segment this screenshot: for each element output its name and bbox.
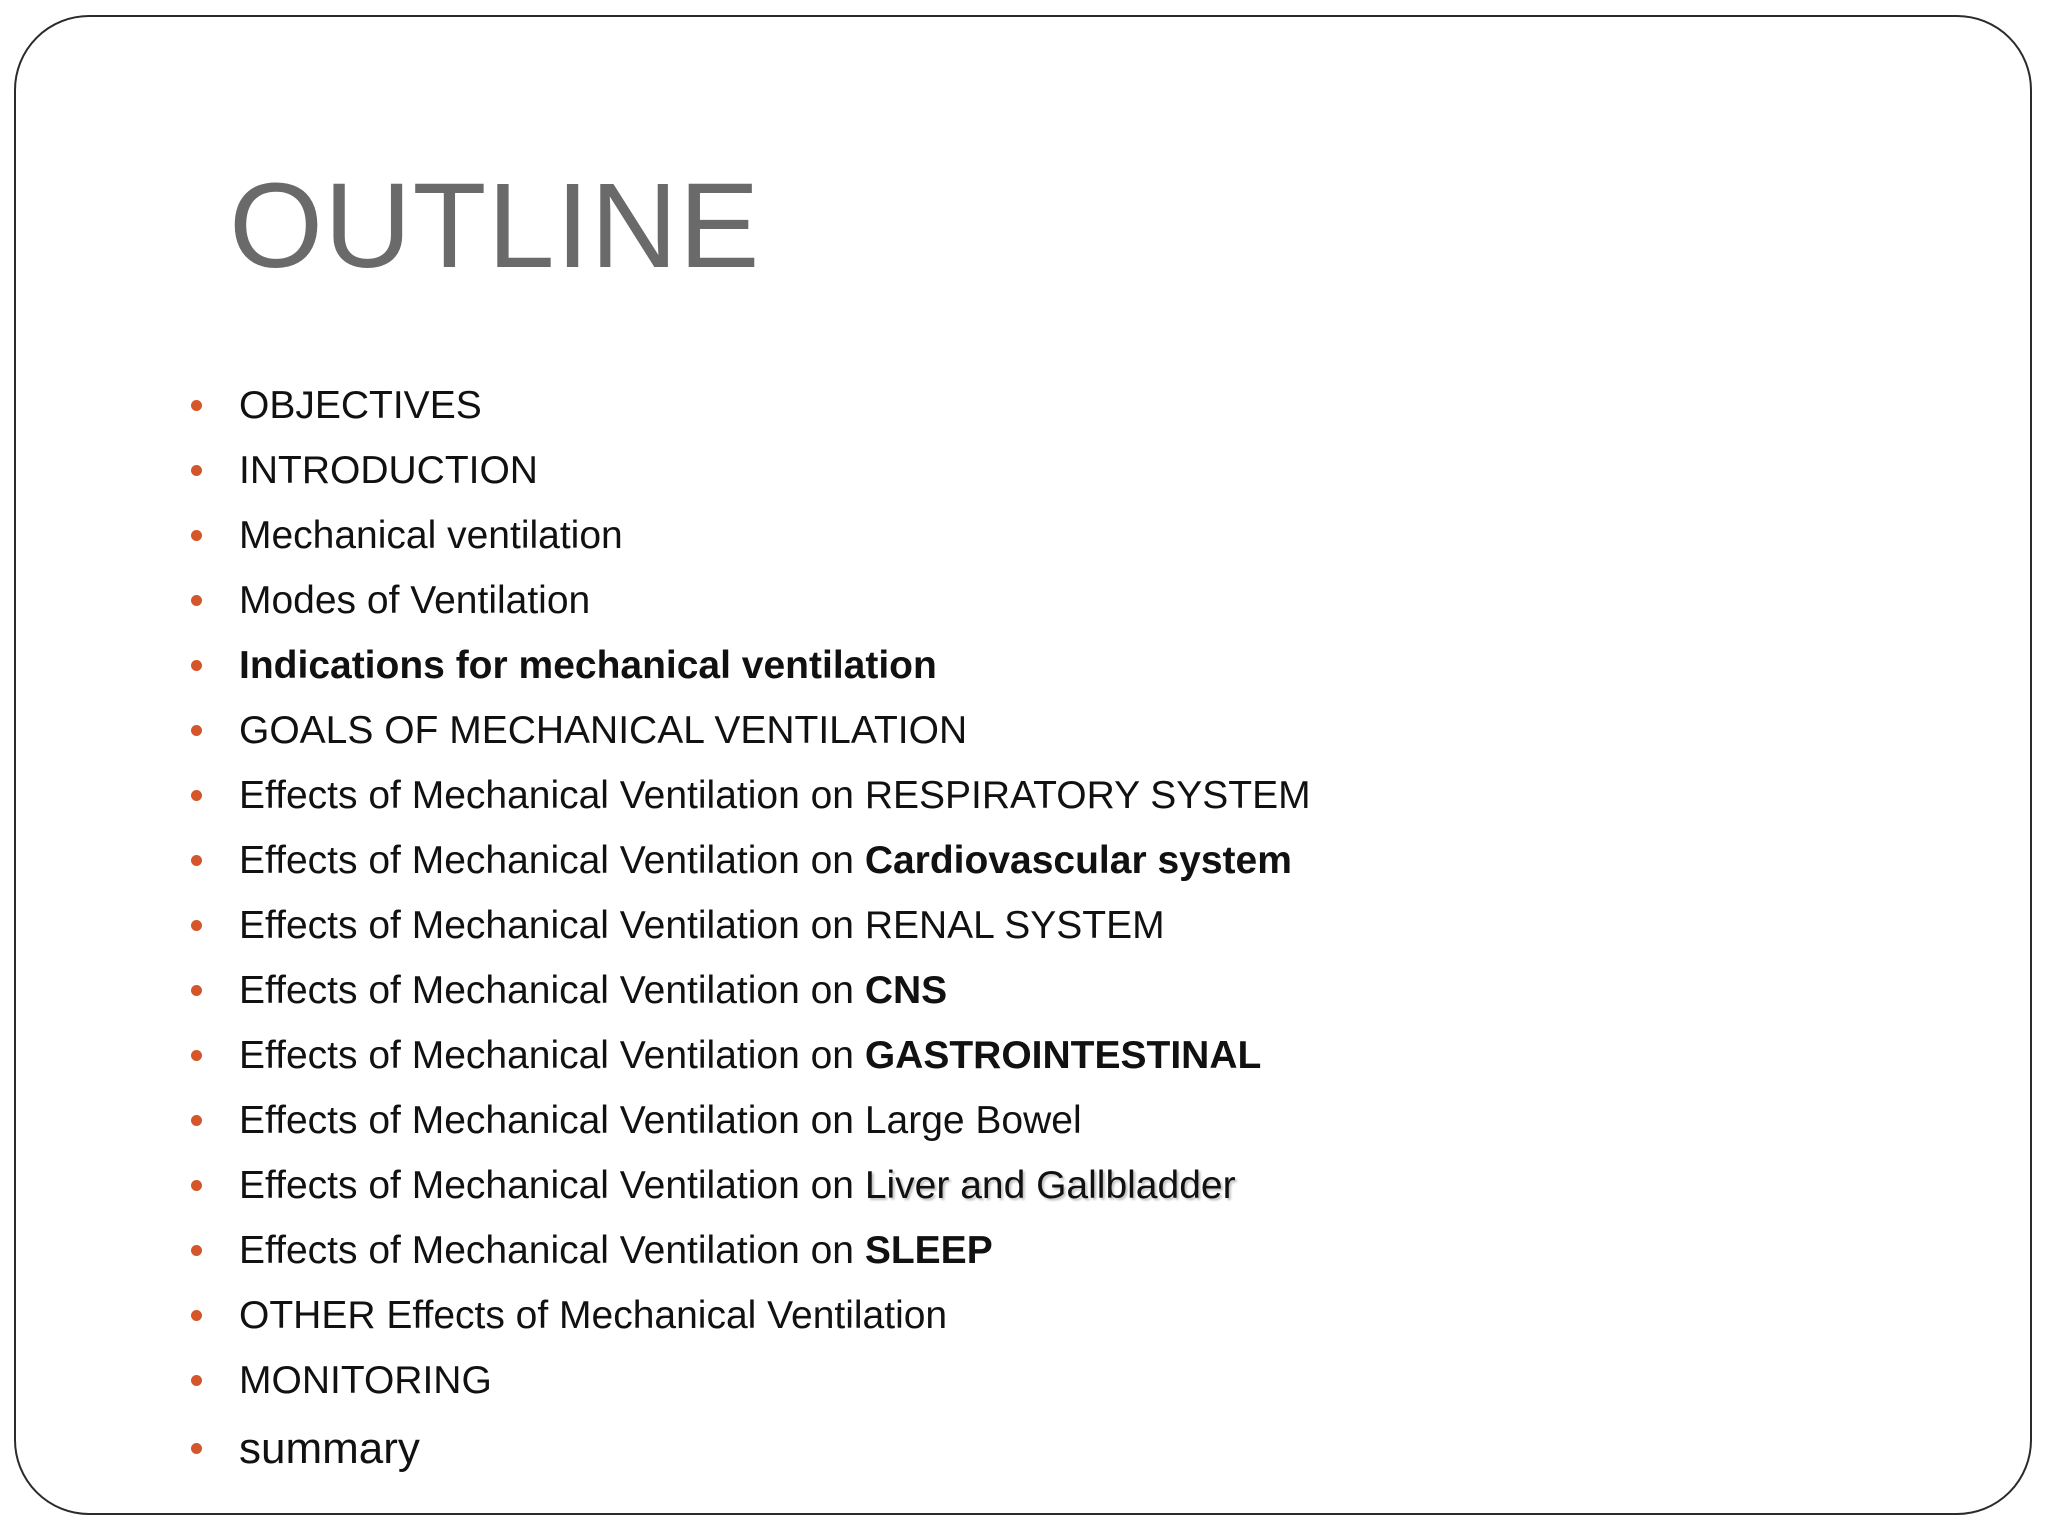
bullet-icon [191, 530, 202, 541]
item-text: OTHER Effects of Mechanical Ventilation [239, 1294, 948, 1337]
item-text-shadowed: Liver and Gallbladder [864, 1164, 1236, 1207]
bullet-icon [191, 660, 202, 671]
item-text: OBJECTIVES [239, 384, 482, 427]
item-text-bold: SLEEP [864, 1229, 993, 1272]
list-item-mechanical-ventilation [177, 503, 1311, 568]
list-item-respiratory [177, 763, 1311, 828]
item-text-bold: GASTROINTESTINAL [864, 1034, 1262, 1077]
list-item-goals [177, 698, 1311, 763]
bullet-icon [191, 790, 202, 801]
bullet-icon [191, 1180, 202, 1191]
list-item-sleep [177, 1218, 1311, 1283]
list-item-cardiovascular [177, 828, 1311, 893]
list-item-introduction [177, 438, 1311, 503]
list-item-large-bowel [177, 1088, 1311, 1153]
list-item-other-effects [177, 1283, 1311, 1348]
slide-title: OUTLINE [229, 157, 761, 293]
item-text: Mechanical ventilation [239, 514, 623, 557]
bullet-icon [191, 855, 202, 866]
item-text: summary [239, 1424, 420, 1473]
bullet-icon [191, 595, 202, 606]
list-item-modes [177, 568, 1311, 633]
item-text: MONITORING [239, 1359, 492, 1402]
item-text: Effects of Mechanical Ventilation on [239, 839, 865, 882]
list-item-cns [177, 958, 1311, 1023]
item-text: GOALS OF MECHANICAL VENTILATION [239, 709, 968, 752]
bullet-icon [191, 1115, 202, 1126]
slide [14, 15, 2032, 1515]
bullet-icon [191, 920, 202, 931]
bullet-icon [191, 465, 202, 476]
item-text-bold: CNS [864, 969, 948, 1012]
list-item-liver-gallbladder [177, 1153, 1311, 1218]
list-item-monitoring [177, 1348, 1311, 1413]
item-text: Effects of Mechanical Ventilation on [239, 1229, 865, 1272]
list-item-gastrointestinal [177, 1023, 1311, 1088]
bullet-icon [191, 400, 202, 411]
item-text: Effects of Mechanical Ventilation on Large Bowel [239, 1099, 1082, 1142]
bullet-icon [191, 1310, 202, 1321]
bullet-icon [191, 985, 202, 996]
bullet-icon [191, 1245, 202, 1256]
list-item-indications [177, 633, 1311, 698]
bullet-icon [191, 1375, 202, 1386]
item-text: INTRODUCTION [239, 449, 538, 492]
list-item-objectives [177, 373, 1311, 438]
item-text-bold: Cardiovascular system [864, 839, 1292, 882]
item-text: Effects of Mechanical Ventilation on RENAL SYSTEM [239, 904, 1165, 947]
outline-list [177, 373, 1311, 1485]
bullet-icon [191, 725, 202, 736]
bullet-icon [191, 1443, 202, 1454]
item-text: Modes of Ventilation [239, 579, 591, 622]
item-text: Effects of Mechanical Ventilation on [239, 1034, 865, 1077]
item-text: Effects of Mechanical Ventilation on RESPIRATORY SYSTEM [239, 774, 1311, 817]
list-item-summary [177, 1413, 1311, 1485]
bullet-icon [191, 1050, 202, 1061]
item-text: Effects of Mechanical Ventilation on [239, 969, 865, 1012]
list-item-renal [177, 893, 1311, 958]
item-text: Effects of Mechanical Ventilation on [239, 1164, 865, 1207]
item-text-bold: Indications for mechanical ventilation [239, 644, 937, 687]
